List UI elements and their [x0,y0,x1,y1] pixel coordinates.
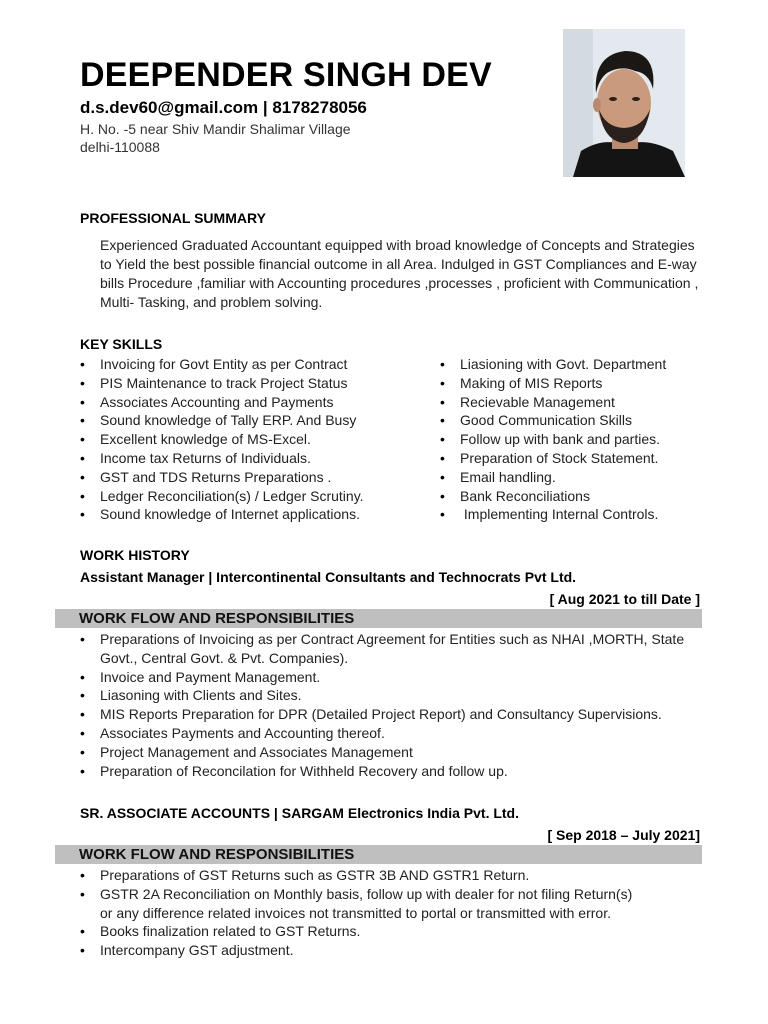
section-bar [55,845,702,864]
skill-item: • Implementing Internal Controls. [438,505,666,524]
skill-item: • Sound knowledge of Internet applications. [78,505,364,524]
skill-item: • GST and TDS Returns Preparations . [78,468,364,487]
work-history-heading: WORK HISTORY [80,547,190,563]
profile-photo [563,29,685,177]
responsibility-item: • Preparations of GST Returns such as GSTR 3B AND GSTR1 Return. [78,866,638,885]
responsibility-item: • Liasoning with Clients and Sites. [78,686,703,705]
responsibilities-list [78,866,638,960]
responsibility-item: • Associates Payments and Accounting thereof. [78,724,703,743]
summary-text: Experienced Graduated Accountant equipped with broad knowledge of Concepts and Strategies to Yield the best possible financial outcome in all Area. Indulged in GST Compliances and E-way bills Procedure ,familiar with Accounting procedures ,processes , proficient with Communication , Multi- Tasking, and problem solving. [100,237,699,310]
skill-item: • Ledger Reconciliation(s) / Ledger Scrutiny. [78,487,364,506]
contact-line: d.s.dev60@gmail.com | 8178278056 [80,98,367,117]
skill-item: • Follow up with bank and parties. [438,430,666,449]
responsibility-item: • MIS Reports Preparation for DPR (Detailed Project Report) and Consultancy Supervisions. [78,705,703,724]
responsibility-item: • Preparation of Reconcilation for Withheld Recovery and follow up. [78,762,703,781]
skill-item: • Invoicing for Govt Entity as per Contract [78,355,364,374]
key-skills-list-left [78,355,364,524]
address-line-2: delhi-110088 [80,139,160,155]
skill-item: • Excellent knowledge of MS-Excel. [78,430,364,449]
skill-item: • Liasioning with Govt. Department [438,355,666,374]
skill-item: • PIS Maintenance to track Project Status [78,374,364,393]
skill-item: • Associates Accounting and Payments [78,393,364,412]
key-skills-heading: KEY SKILLS [80,336,163,352]
skill-item: • Bank Reconciliations [438,487,666,506]
responsibility-item: • Invoice and Payment Management. [78,668,703,687]
summary-heading: PROFESSIONAL SUMMARY [80,210,266,226]
job-dates: [ Sep 2018 – July 2021] [547,827,700,843]
section-bar-title: WORK FLOW AND RESPONSIBILITIES [79,846,355,863]
skill-item: • Good Communication Skills [438,411,666,430]
skill-item: • Recievable Management [438,393,666,412]
responsibility-item: • Preparations of Invoicing as per Contract Agreement for Entities such as NHAI ,MORTH, State Govt., Central Govt. & Pvt. Companies). [78,630,703,668]
person-portrait-icon [563,29,685,177]
key-skills-list-right [438,355,666,524]
skill-item: • Income tax Returns of Individuals. [78,449,364,468]
job-title: Assistant Manager | Intercontinental Consultants and Technocrats Pvt Ltd. [80,569,577,585]
skill-item: • Email handling. [438,468,666,487]
address-line-1: H. No. -5 near Shiv Mandir Shalimar Village [80,121,351,137]
responsibility-item: • Project Management and Associates Management [78,743,703,762]
skill-item: • Making of MIS Reports [438,374,666,393]
responsibility-item: • GSTR 2A Reconciliation on Monthly basis, follow up with dealer for not filing Return(s) or any difference related invoices not transmitted to portal or transmitted with error. [78,885,638,923]
candidate-name: DEEPENDER SINGH DEV [80,56,492,94]
section-bar [55,609,702,628]
job-title: SR. ASSOCIATE ACCOUNTS | SARGAM Electronics India Pvt. Ltd. [80,805,519,821]
job-dates: [ Aug 2021 to till Date ] [549,591,700,607]
skill-item: • Sound knowledge of Tally ERP. And Busy [78,411,364,430]
responsibilities-list [78,630,703,780]
section-bar-title: WORK FLOW AND RESPONSIBILITIES [79,610,355,627]
responsibility-item: • Books finalization related to GST Returns. [78,922,638,941]
skill-item: • Preparation of Stock Statement. [438,449,666,468]
responsibility-item: • Intercompany GST adjustment. [78,941,638,960]
